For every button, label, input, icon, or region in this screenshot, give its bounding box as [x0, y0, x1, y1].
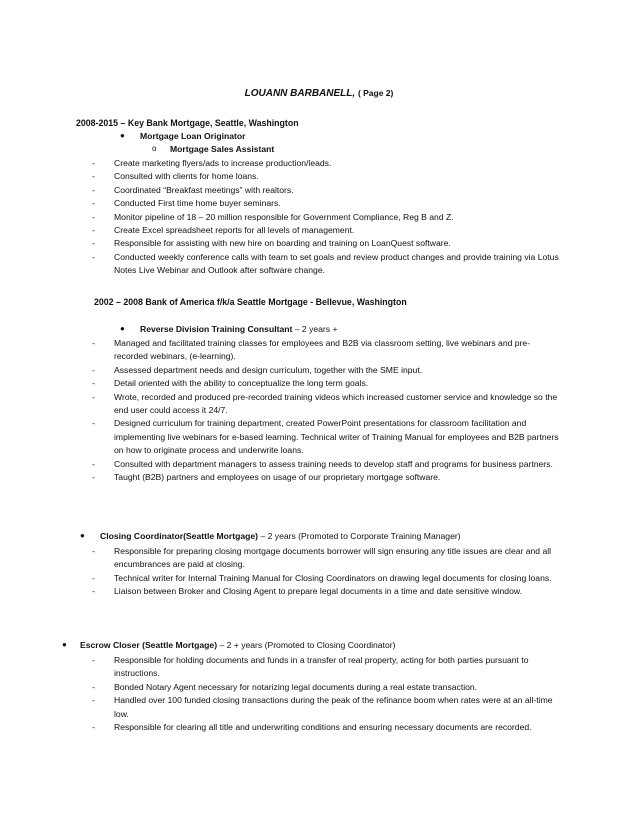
list-item: - Handled over 100 funded closing transactions during the peak of the refinance boom when rates were at an all-time low. — [92, 694, 562, 721]
list-item: - Consulted with department managers to assess training needs to develop staff and programs for business partners. — [92, 458, 562, 471]
list-item: - Monitor pipeline of 18 – 20 million responsible for Government Compliance, Reg B and Z. — [92, 211, 562, 224]
boa-role-detail: – 2 years + — [294, 324, 338, 334]
closing-role — [100, 531, 461, 541]
page-title — [0, 88, 638, 99]
escrow-role-title: Escrow Closer (Seattle Mortgage) — [80, 640, 218, 650]
closing-duties-list — [92, 545, 562, 599]
candidate-name: LOUANN BARBANELL, — [244, 88, 356, 99]
list-item: - Detail oriented with the ability to conceptualize the long term goals. — [92, 377, 562, 390]
bullet-icon: ● — [62, 640, 67, 649]
circle-bullet-icon: o — [152, 144, 157, 153]
keybank-heading: 2008-2015 – Key Bank Mortgage, Seattle, Washington — [76, 118, 299, 128]
list-item: - Coordinated “Breakfast meetings” with realtors. — [92, 184, 562, 197]
bullet-icon: ● — [120, 131, 125, 140]
keybank-role-originator: Mortgage Loan Originator — [140, 131, 246, 141]
list-item: - Managed and facilitated training classes for employees and B2B via classroom setting, live webinars and pre-recorded webinars, (e-learning). — [92, 337, 562, 364]
list-item: - Responsible for preparing closing mortgage documents borrower will sign ensuring any title issues are clear and all encumbrances are paid at closing. — [92, 545, 562, 572]
list-item: - Create marketing flyers/ads to increase production/leads. — [92, 157, 562, 170]
list-item: - Conducted First time home buyer seminars. — [92, 197, 562, 210]
list-item: - Bonded Notary Agent necessary for notarizing legal documents during a real estate transaction. — [92, 681, 562, 694]
list-item: - Responsible for assisting with new hire on boarding and training on LoanQuest software. — [92, 237, 562, 250]
closing-role-title: Closing Coordinator(Seattle Mortgage) — [100, 531, 259, 541]
boa-role — [140, 324, 338, 334]
page-number: ( Page 2) — [357, 88, 394, 98]
escrow-role — [80, 640, 395, 650]
escrow-duties-list — [92, 654, 562, 734]
boa-duties-list — [92, 337, 562, 484]
boa-role-title: Reverse Division Training Consultant — [140, 324, 293, 334]
list-item: - Assessed department needs and design curriculum, together with the SME input. — [92, 364, 562, 377]
list-item: - Create Excel spreadsheet reports for all levels of management. — [92, 224, 562, 237]
boa-heading: 2002 – 2008 Bank of America f/k/a Seattle Mortgage - Bellevue, Washington — [94, 297, 407, 307]
bullet-icon: ● — [80, 531, 85, 540]
list-item: - Responsible for holding documents and funds in a transfer of real property, acting for both parties pursuant to instructions. — [92, 654, 562, 681]
list-item: - Conducted weekly conference calls with team to set goals and review product changes and provide training via Lotus Notes Live Webinar and Outlook after software change. — [92, 251, 562, 278]
escrow-role-detail: – 2 + years (Promoted to Closing Coordinator) — [219, 640, 396, 650]
list-item: - Taught (B2B) partners and employees on usage of our proprietary mortgage software. — [92, 471, 562, 484]
bullet-icon: ● — [120, 324, 125, 333]
list-item: - Wrote, recorded and produced pre-recorded training videos which increased customer service and knowledge so the end user could access it 24/7. — [92, 391, 562, 418]
keybank-role-assistant: Mortgage Sales Assistant — [170, 144, 275, 154]
list-item: - Responsible for clearing all title and underwriting conditions and ensuring necessary documents are recorded. — [92, 721, 562, 734]
list-item: - Liaison between Broker and Closing Agent to prepare legal documents in a time and date sensitive window. — [92, 585, 562, 598]
closing-role-detail: – 2 years (Promoted to Corporate Training Manager) — [260, 531, 461, 541]
list-item: - Designed curriculum for training department, created PowerPoint presentations for classroom facilitation and implementing live webinars for e-based learning. Technical writer of Training Manual for employees and B2B partners on how to originate process and underwrite loans. — [92, 417, 562, 457]
list-item: - Consulted with clients for home loans. — [92, 170, 562, 183]
list-item: - Technical writer for Internal Training Manual for Closing Coordinators on drawing legal documents for closing loans. — [92, 572, 562, 585]
keybank-duties-list — [92, 157, 562, 278]
